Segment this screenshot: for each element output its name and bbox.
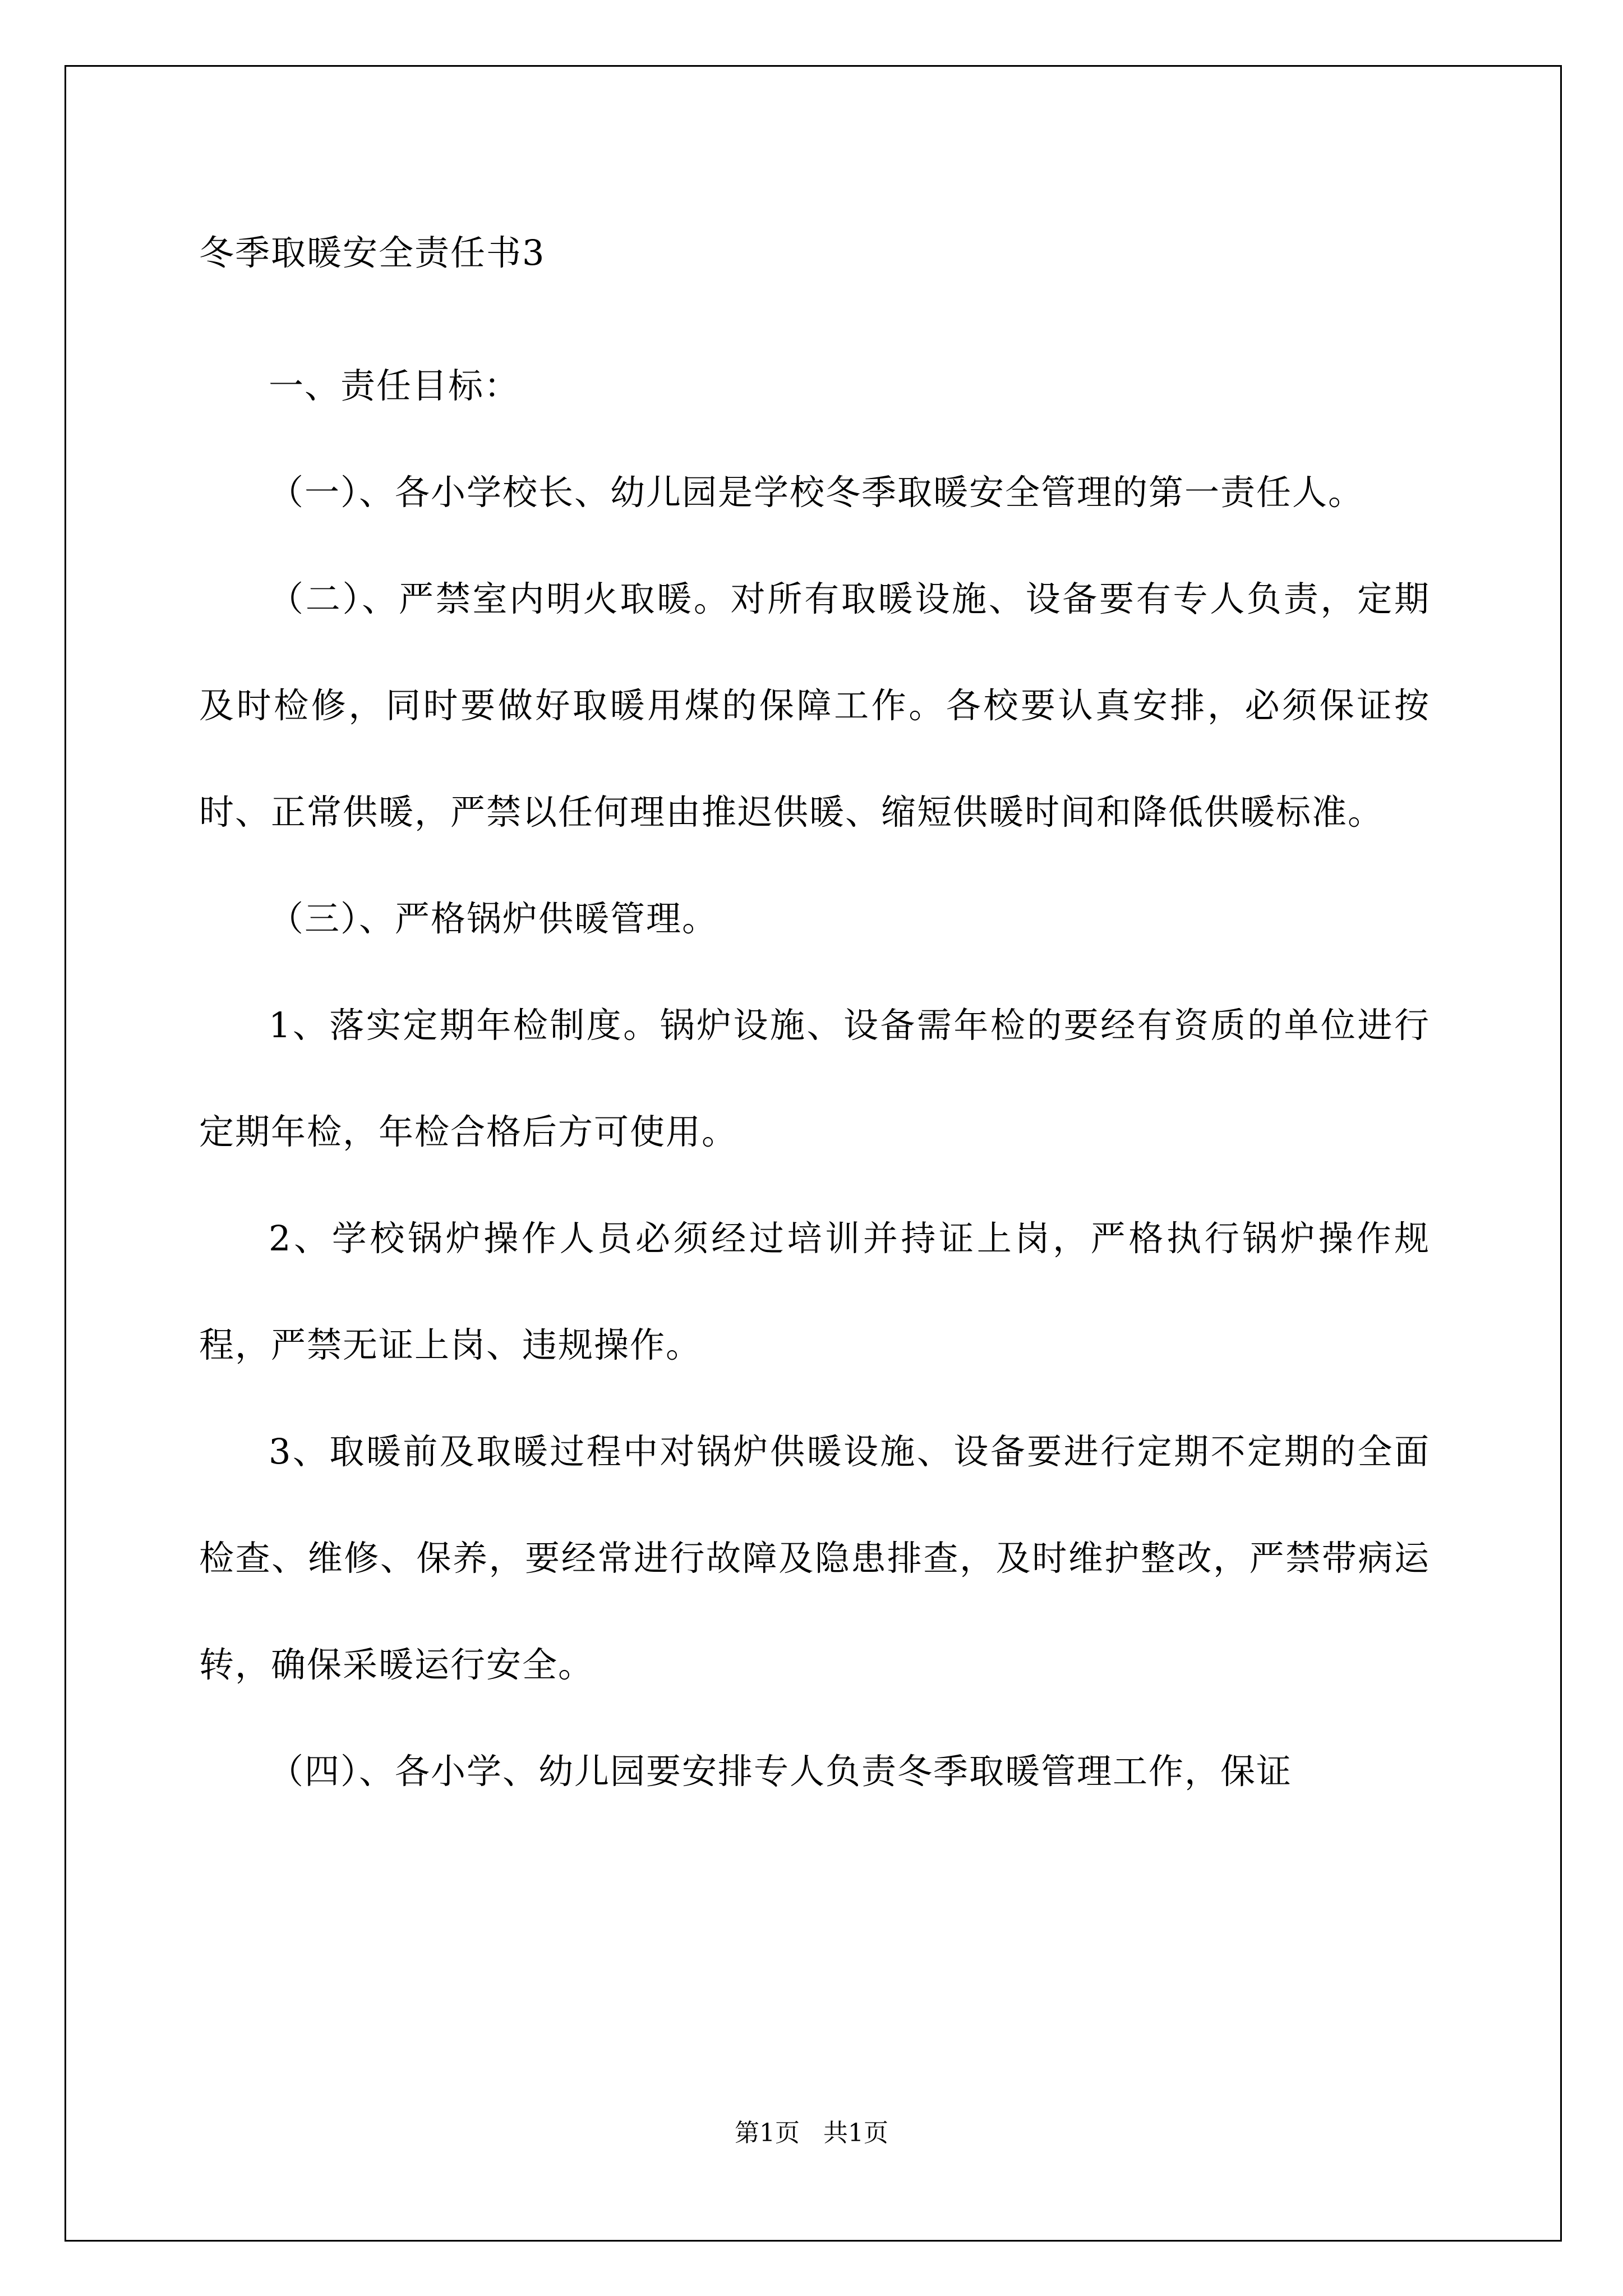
paragraph-5: 2、学校锅炉操作人员必须经过培训并持证上岗，严格执行锅炉操作规程，严禁无证上岗、违规操作。 — [199, 1218, 1430, 1365]
paragraph-7: （四）、各小学、幼儿园要安排专人负责冬季取暖管理工作，保证 — [269, 1751, 1293, 1792]
document-body — [199, 227, 1430, 1825]
paragraph-4: 1、落实定期年检制度。锅炉设施、设备需年检的要经有资质的单位进行定期年检，年检合格后方可使用。 — [199, 1005, 1430, 1152]
paragraph-6: 3、取暖前及取暖过程中对锅炉供暖设施、设备要进行定期不定期的全面检查、维修、保养，要经常进行故障及隐患排查，及时维护整改，严禁带病运转，确保采暖运行安全。 — [199, 1431, 1430, 1685]
paragraph-3: （三）、严格锅炉供暖管理。 — [269, 898, 718, 939]
document-title: 冬季取暖安全责任书3 — [199, 232, 546, 273]
paragraph-1: （一）、各小学校长、幼儿园是学校冬季取暖安全管理的第一责任人。 — [269, 472, 1364, 513]
paragraph-2: （二）、严禁室内明火取暖。对所有取暖设施、设备要有专人负责，定期及时检修，同时要做好取暖用煤的保障工作。各校要认真安排，必须保证按时、正常供暖，严禁以任何理由推迟供暖、缩短供暖时间和降低供暖标准。 — [199, 578, 1430, 832]
paragraph-section-heading: 一、责任目标： — [269, 365, 520, 406]
page-number-footer: 第1页 共1页 — [735, 2119, 888, 2147]
